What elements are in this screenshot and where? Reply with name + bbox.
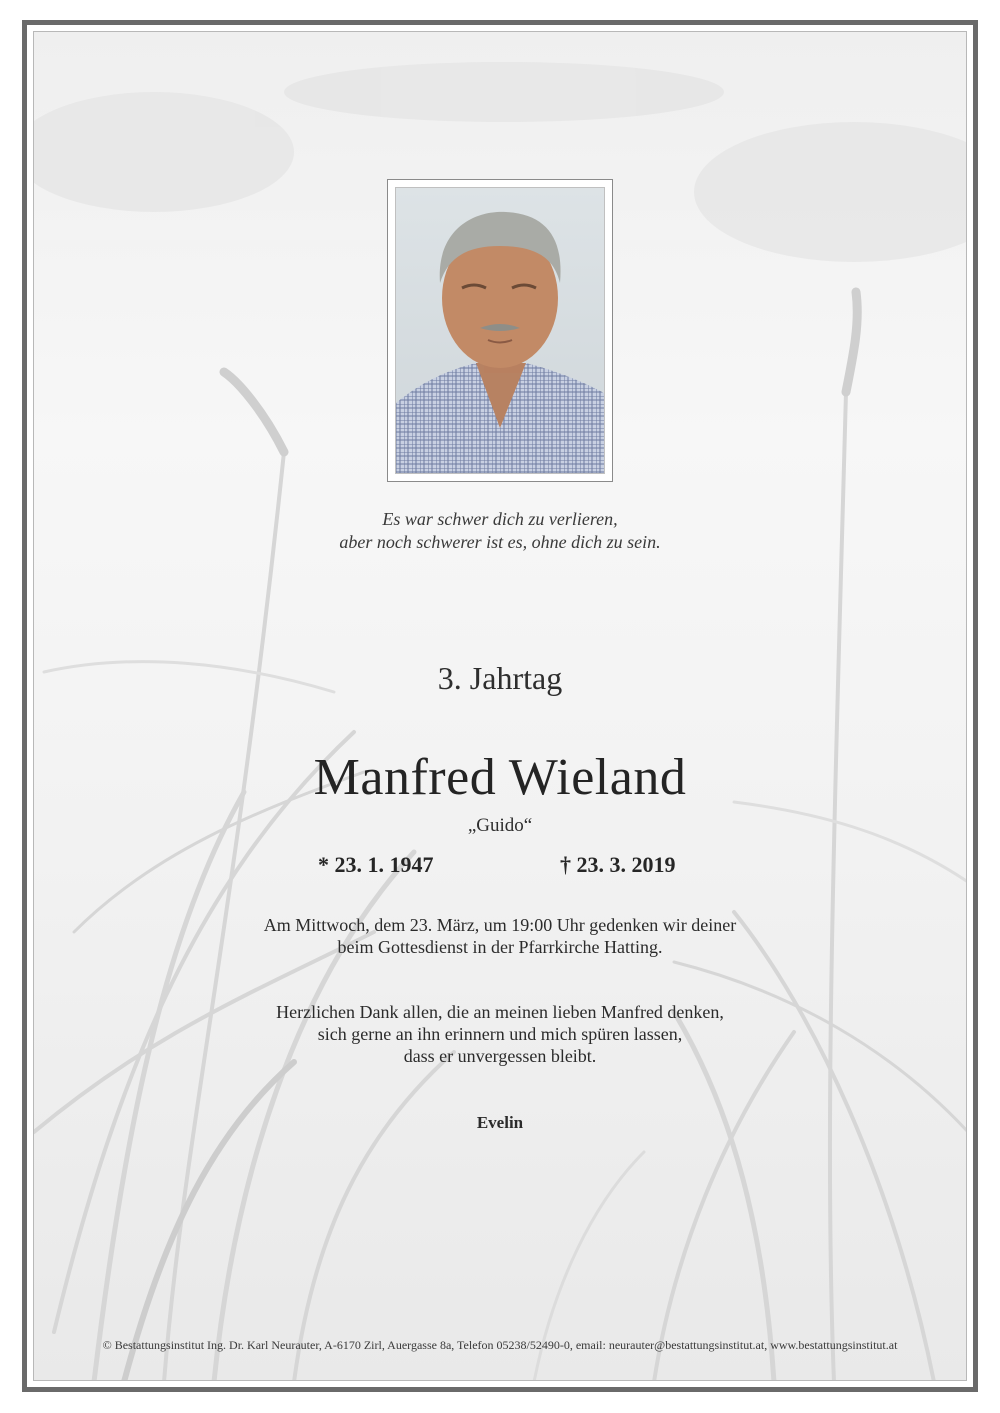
quote-line-2: aber noch schwerer ist es, ohne dich zu sein.	[339, 532, 661, 552]
announcement-line-1: Am Mittwoch, dem 23. März, um 19:00 Uhr gedenken wir deiner	[263, 915, 737, 935]
death-date: † 23. 3. 2019	[560, 852, 676, 877]
thanks-message	[0, 1001, 1000, 1067]
memorial-quote	[0, 508, 1000, 554]
portrait-frame	[387, 179, 613, 482]
thanks-line-2: sich gerne an ihn erinnern und mich spüren lassen,	[317, 1024, 683, 1044]
nickname: „Guido“	[467, 815, 533, 836]
anniversary-heading: 3. Jahrtag	[437, 660, 563, 696]
signature: Evelin	[476, 1113, 524, 1132]
memorial-service-announcement	[0, 914, 1000, 958]
quote-line-1: Es war schwer dich zu verlieren,	[382, 509, 618, 529]
thanks-line-3: dass er unvergessen bleibt.	[403, 1046, 597, 1066]
portrait-image	[396, 188, 604, 473]
portrait-photo	[395, 187, 605, 474]
birth-date: * 23. 1. 1947	[318, 852, 434, 877]
announcement-line-2: beim Gottesdienst in der Pfarrkirche Hatting.	[337, 937, 663, 957]
deceased-name: Manfred Wieland	[313, 749, 687, 806]
funeral-home-footer: © Bestattungsinstitut Ing. Dr. Karl Neurauter, A-6170 Zirl, Auergasse 8a, Telefon 05238/52490-0, email: neurauter@bestattungsinstitut.at, www.bestattungsinstitut.at	[102, 1338, 898, 1352]
thanks-line-1: Herzlichen Dank allen, die an meinen lieben Manfred denken,	[276, 1002, 724, 1022]
